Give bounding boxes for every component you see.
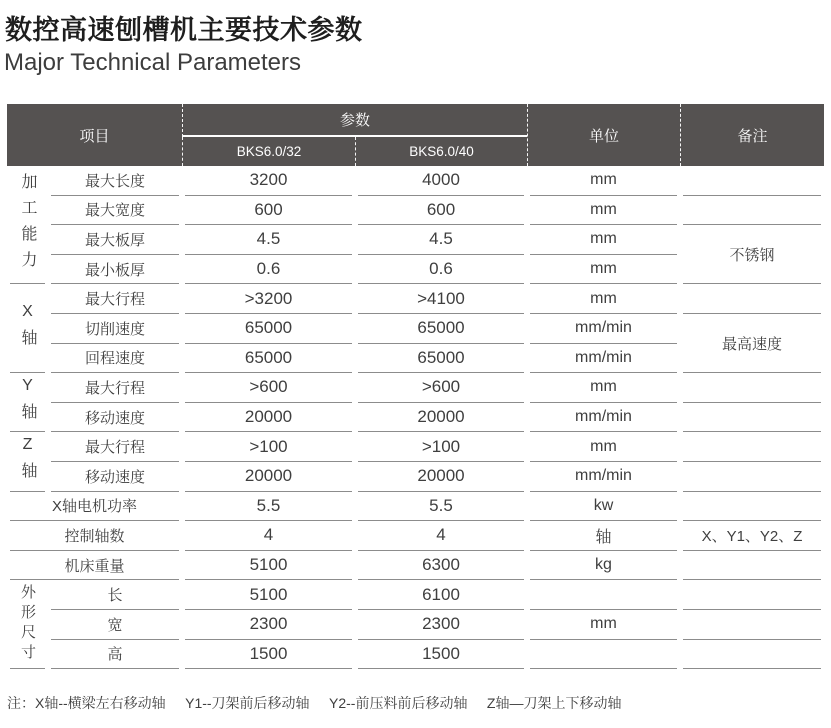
param-name: 最大行程 — [51, 432, 179, 462]
param-value: 20000 — [358, 403, 524, 433]
remark-cell — [683, 580, 821, 610]
param-value: 4 — [185, 521, 352, 551]
table-header — [7, 104, 824, 166]
param-value: 4 — [358, 521, 524, 551]
remark-cell — [683, 640, 821, 670]
unit-cell — [530, 580, 677, 610]
unit-cell: mm — [530, 284, 677, 314]
param-value: >4100 — [358, 284, 524, 314]
param-name: 最大长度 — [51, 166, 179, 196]
param-value: 5100 — [185, 551, 352, 581]
param-name: 机床重量 — [10, 551, 179, 581]
param-value: 600 — [185, 196, 352, 226]
param-value: 65000 — [358, 314, 524, 344]
param-value: 20000 — [185, 403, 352, 433]
unit-cell: 轴 — [530, 521, 677, 551]
param-name: 最小板厚 — [51, 255, 179, 285]
unit-cell: mm — [530, 373, 677, 403]
param-value: >3200 — [185, 284, 352, 314]
group-label-y-axis: Y轴 — [10, 373, 45, 432]
param-value: 6100 — [358, 580, 524, 610]
param-value: 5100 — [185, 580, 352, 610]
group-label-machining: 加工能力 — [10, 166, 45, 284]
param-name: 最大宽度 — [51, 196, 179, 226]
table-body — [7, 166, 824, 669]
unit-cell: mm — [530, 166, 677, 196]
remark-cell — [683, 196, 821, 226]
group-label-dimensions: 外形尺寸 — [10, 580, 45, 669]
unit-cell: mm — [530, 610, 677, 640]
remark-max-speed: 最高速度 — [683, 314, 821, 373]
col-header-model-2: BKS6.0/40 — [355, 137, 527, 166]
param-value: 2300 — [358, 610, 524, 640]
col-header-model-1: BKS6.0/32 — [182, 137, 355, 166]
param-value: 65000 — [185, 314, 352, 344]
group-label-x-axis: X轴 — [10, 284, 45, 373]
param-value: 4.5 — [185, 225, 352, 255]
unit-cell: mm/min — [530, 344, 677, 374]
param-name: 移动速度 — [51, 462, 179, 492]
param-name: 宽 — [51, 610, 179, 640]
param-value: 4.5 — [358, 225, 524, 255]
remark-cell — [683, 373, 821, 403]
col-header-param: 参数 — [182, 104, 527, 137]
param-value: 1500 — [185, 640, 352, 670]
unit-cell: mm — [530, 225, 677, 255]
param-name: 回程速度 — [51, 344, 179, 374]
param-value: 2300 — [185, 610, 352, 640]
param-value: >600 — [185, 373, 352, 403]
param-name: 最大板厚 — [51, 225, 179, 255]
param-name: 高 — [51, 640, 179, 670]
unit-cell: mm/min — [530, 462, 677, 492]
param-name: 移动速度 — [51, 403, 179, 433]
param-value: 20000 — [358, 462, 524, 492]
remark-cell — [683, 492, 821, 522]
unit-cell: mm/min — [530, 403, 677, 433]
parameters-table — [7, 104, 824, 669]
remark-cell — [683, 551, 821, 581]
col-header-item: 项目 — [79, 127, 110, 145]
param-value: 65000 — [185, 344, 352, 374]
unit-cell: mm — [530, 255, 677, 285]
remark-cell — [683, 403, 821, 433]
param-value: 0.6 — [358, 255, 524, 285]
unit-cell: kw — [530, 492, 677, 522]
param-value: >100 — [185, 432, 352, 462]
param-name: 控制轴数 — [10, 521, 179, 551]
param-value: >100 — [358, 432, 524, 462]
param-value: 6300 — [358, 551, 524, 581]
param-value: 5.5 — [185, 492, 352, 522]
param-value: 20000 — [185, 462, 352, 492]
unit-cell — [530, 640, 677, 670]
remark-cell — [683, 166, 821, 196]
param-value: 3200 — [185, 166, 352, 196]
param-value: 4000 — [358, 166, 524, 196]
unit-cell: mm/min — [530, 314, 677, 344]
param-value: 0.6 — [185, 255, 352, 285]
remark-cell — [683, 462, 821, 492]
param-name: 最大行程 — [51, 284, 179, 314]
param-value: 65000 — [358, 344, 524, 374]
param-name: 切削速度 — [51, 314, 179, 344]
remark-cell — [683, 432, 821, 462]
param-name: X轴电机功率 — [10, 492, 179, 522]
remark-stainless-steel: 不锈钢 — [683, 225, 821, 284]
page-title: 数控高速刨槽机主要技术参数 — [5, 15, 363, 45]
page-subtitle: Major Technical Parameters — [4, 49, 302, 76]
col-header-unit: 单位 — [527, 104, 680, 166]
unit-cell: kg — [530, 551, 677, 581]
unit-cell: mm — [530, 196, 677, 226]
remark-axes: X、Y1、Y2、Z — [683, 521, 821, 551]
remark-cell — [683, 284, 821, 314]
col-header-remark: 备注 — [680, 104, 824, 166]
unit-cell: mm — [530, 432, 677, 462]
param-name: 长 — [51, 580, 179, 610]
param-value: 5.5 — [358, 492, 524, 522]
param-name: 最大行程 — [51, 373, 179, 403]
footnote: 注：X轴--横梁左右移动轴 Y1--刀架前后移动轴 Y2--前压料前后移动轴 Z轴—刀架上下移动轴 — [7, 695, 622, 711]
group-label-z-axis: Z轴 — [10, 432, 45, 491]
remark-cell — [683, 610, 821, 640]
param-value: >600 — [358, 373, 524, 403]
param-value: 600 — [358, 196, 524, 226]
param-value: 1500 — [358, 640, 524, 670]
